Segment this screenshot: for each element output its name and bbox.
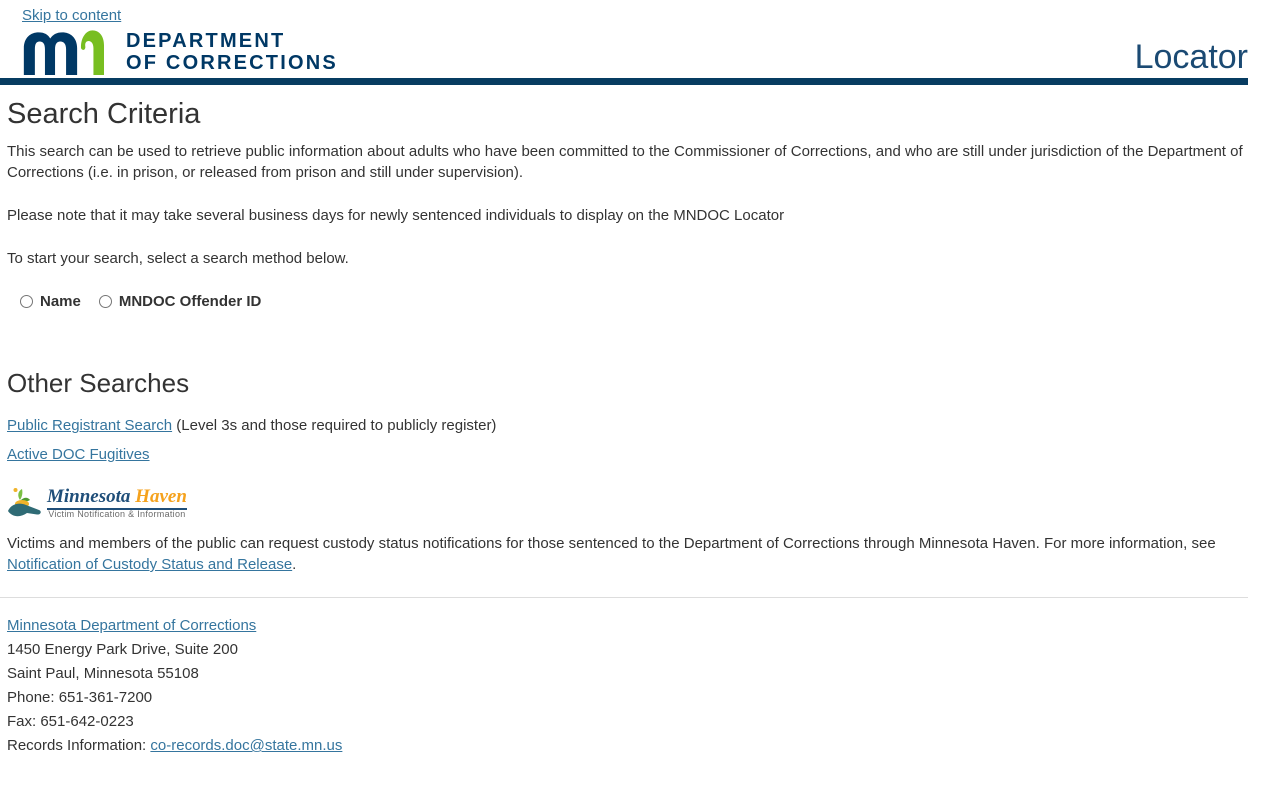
page-header xyxy=(0,24,1280,85)
haven-note-text-after: . xyxy=(292,556,297,573)
footer-records-line xyxy=(7,738,1280,753)
haven-note-text-before: Victims and members of the public can request custody status notifications for those sentenced to the Department of Corrections through Minnesota Haven. For more information, see xyxy=(7,535,1216,552)
other-searches-title: Other Searches xyxy=(7,368,190,398)
instruction-paragraph: To start your search, select a search method below. xyxy=(7,250,349,267)
custody-status-notification-link[interactable]: Notification of Custody Status and Release xyxy=(7,556,293,573)
page-title: Search Criteria xyxy=(7,98,201,130)
records-label: Records Information: xyxy=(7,737,151,754)
fugitives-line xyxy=(7,444,1248,465)
agency-wordmark xyxy=(126,30,338,74)
mn-state-logo-icon xyxy=(20,28,104,76)
agency-brand xyxy=(20,28,338,76)
public-registrant-search-link[interactable]: Public Registrant Search xyxy=(7,417,173,434)
name-radio[interactable] xyxy=(20,295,33,308)
haven-hand-sprout-icon xyxy=(7,487,43,521)
haven-note-paragraph xyxy=(7,533,1248,575)
records-email-link[interactable]: co-records.doc@state.mn.us xyxy=(150,737,343,754)
haven-word-haven: Haven xyxy=(135,486,187,507)
registrant-search-suffix: (Level 3s and those required to publicly register) xyxy=(172,417,497,434)
minnesota-haven-logo[interactable] xyxy=(7,487,187,521)
search-method-name-option[interactable] xyxy=(20,293,81,310)
footer-address-line1: 1450 Energy Park Drive, Suite 200 xyxy=(7,641,238,658)
name-radio-label: Name xyxy=(40,293,81,310)
agency-wordmark-line2: OF CORRECTIONS xyxy=(126,52,338,74)
offender-id-radio[interactable] xyxy=(99,295,112,308)
mn-doc-link[interactable]: Minnesota Department of Corrections xyxy=(7,617,257,634)
page-footer xyxy=(0,598,1280,753)
skip-to-content-link[interactable]: Skip to content xyxy=(22,7,122,24)
search-method-offender-id-option[interactable] xyxy=(99,293,262,310)
footer-fax: Fax: 651-642-0223 xyxy=(7,713,134,730)
footer-phone: Phone: 651-361-7200 xyxy=(7,689,153,706)
active-doc-fugitives-link[interactable]: Active DOC Fugitives xyxy=(7,446,150,463)
intro-paragraph: This search can be used to retrieve public information about adults who have been committed to the Commissioner of Corrections, and who are still under jurisdiction of the Department of Corrections (i.e. in prison, or released from prison and still under supervision). xyxy=(7,143,1243,181)
header-divider-bar xyxy=(0,78,1248,85)
registrant-search-line xyxy=(7,415,1248,436)
main-content xyxy=(0,98,1280,575)
search-method-group xyxy=(20,293,1248,310)
note-paragraph: Please note that it may take several business days for newly sentenced individuals to display on the MNDOC Locator xyxy=(7,207,785,224)
haven-wordmark xyxy=(47,487,187,519)
app-title: Locator xyxy=(1134,38,1248,76)
footer-address-line2: Saint Paul, Minnesota 55108 xyxy=(7,665,199,682)
offender-id-radio-label: MNDOC Offender ID xyxy=(118,293,262,310)
haven-word-minnesota: Minnesota xyxy=(47,486,131,507)
footer-org-line xyxy=(7,618,1280,633)
agency-wordmark-line1: DEPARTMENT xyxy=(126,30,286,52)
haven-caption: Victim Notification & Information xyxy=(48,509,186,519)
